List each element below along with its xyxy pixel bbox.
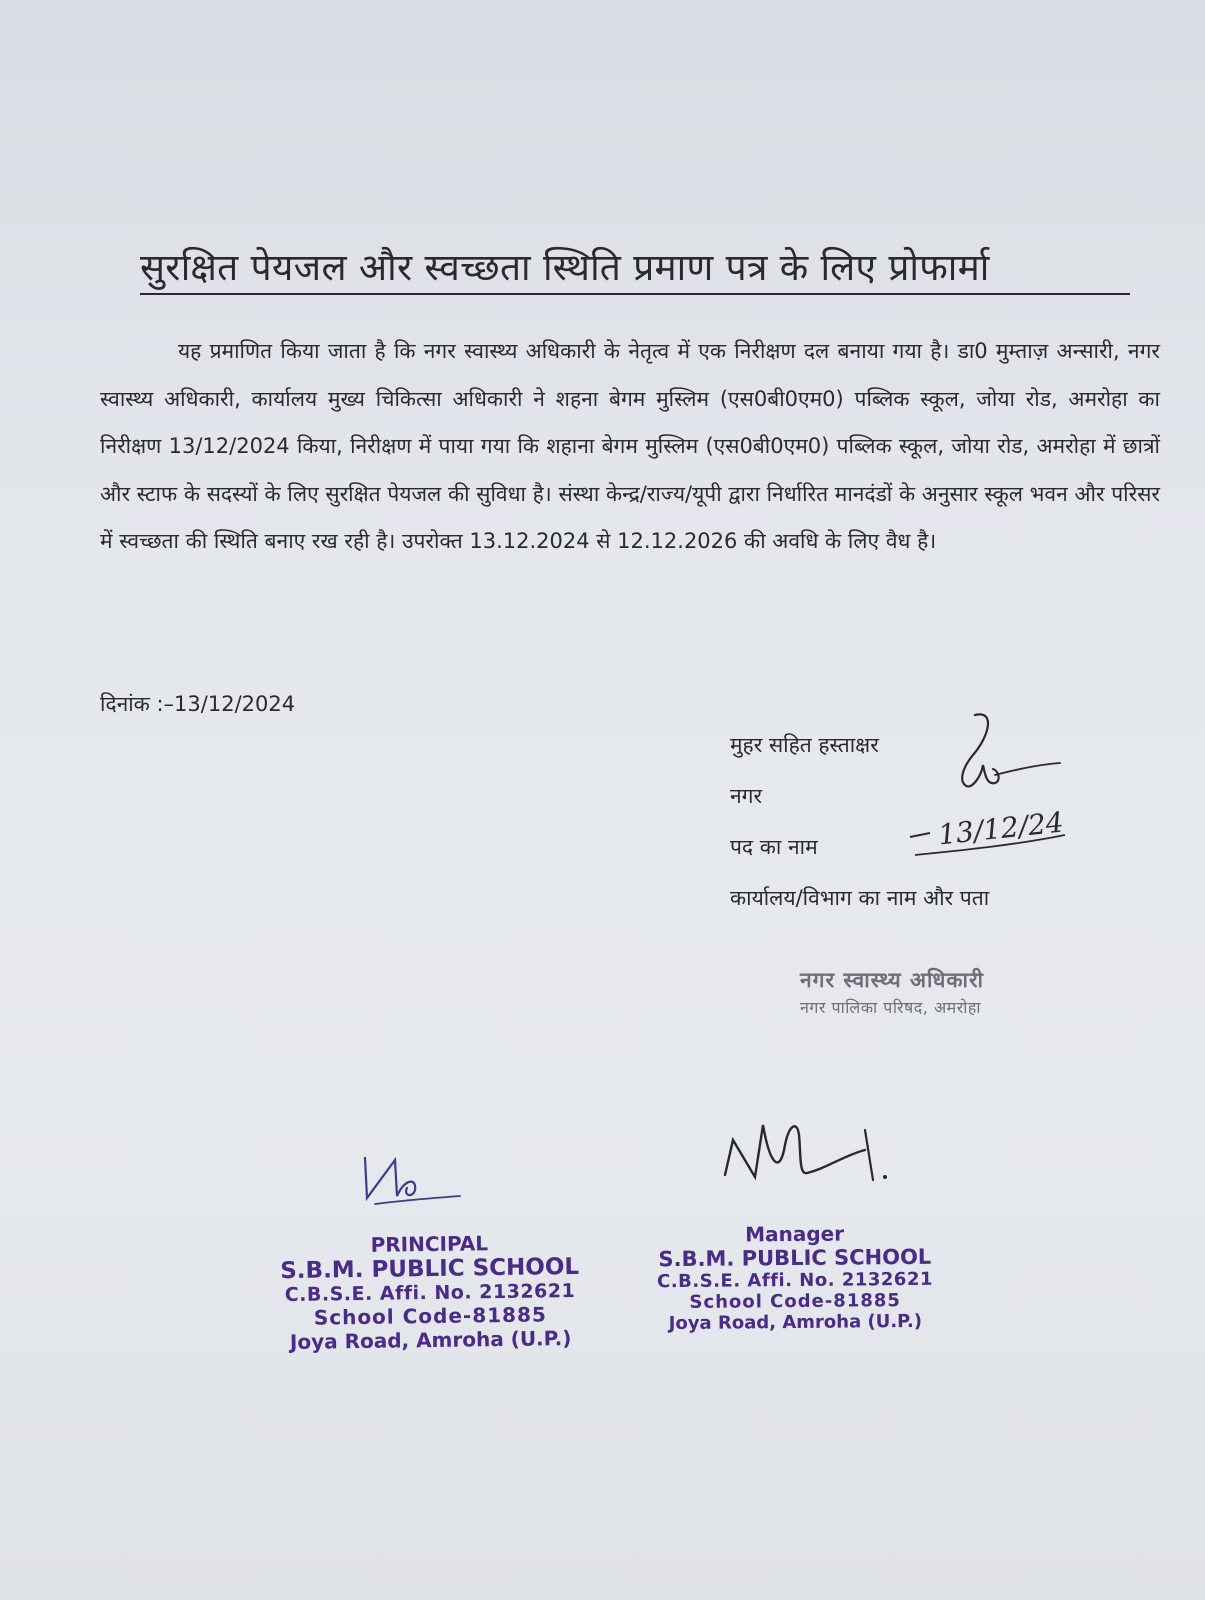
principal-role: PRINCIPAL bbox=[370, 1231, 489, 1257]
manager-address: Joya Road, Amroha (U.P.) bbox=[668, 1310, 923, 1335]
principal-address: Joya Road, Amroha (U.P.) bbox=[289, 1326, 572, 1354]
manager-signature bbox=[715, 1105, 895, 1200]
manager-seal bbox=[640, 1221, 951, 1335]
manager-affiliation: C.B.S.E. Affi. No. 2132621 bbox=[656, 1268, 934, 1293]
principal-school-name: S.B.M. PUBLIC SCHOOL bbox=[280, 1253, 580, 1285]
manager-role: Manager bbox=[745, 1221, 845, 1247]
document-title: सुरक्षित पेयजल और स्वच्छता स्थिति प्रमाण पत्र के लिए प्रोफार्मा bbox=[140, 240, 1130, 295]
manager-school-name: S.B.M. PUBLIC SCHOOL bbox=[658, 1244, 932, 1272]
issue-date: दिनांक :–13/12/2024 bbox=[100, 692, 296, 716]
stamp-line-designation: नगर स्वास्थ्य अधिकारी bbox=[800, 968, 985, 992]
office-label: कार्यालय/विभाग का नाम और पता bbox=[730, 886, 990, 910]
principal-school-code: School Code-81885 bbox=[313, 1302, 547, 1330]
health-officer-signature bbox=[935, 705, 1065, 805]
principal-seal bbox=[269, 1230, 591, 1354]
handwritten-date: 13/12/24 bbox=[936, 805, 1066, 852]
city-label: नगर bbox=[730, 784, 763, 808]
principal-signature bbox=[355, 1148, 465, 1218]
health-officer-stamp bbox=[800, 966, 984, 1018]
designation-label: पद का नाम bbox=[730, 835, 818, 859]
manager-school-code: School Code-81885 bbox=[689, 1290, 901, 1313]
stamp-line-office: नगर पालिका परिषद, अमरोहा bbox=[800, 998, 982, 1017]
certificate-paragraph bbox=[100, 328, 1160, 566]
principal-affiliation: C.B.S.E. Affi. No. 2132621 bbox=[284, 1279, 576, 1307]
sign-with-seal-label: मुहर सहित हस्ताक्षर bbox=[730, 733, 879, 757]
paragraph-text: यह प्रमाणित किया जाता है कि नगर स्वास्थ्य अधिकारी के नेतृत्व में एक निरीक्षण दल बनाया गया है। डा0 मुम्ताज़ अन्सारी, नगर स्वास्थ्य अधिकारी, कार्यालय मुख्य चिकित्सा अधिकारी ने शहना बेगम मुस्लिम (एस0बी0एम0) पब्लिक स्कूल, जोया रोड, अमरोहा का निरीक्षण 13/12/2024 किया, निरीक्षण में पाया गया कि शहाना बेगम मुस्लिम (एस0बी0एम0) पब्लिक स्कूल, जोया रोड, अमरोहा में छात्रों और स्टाफ के सदस्यों के लिए सुरक्षित पेयजल की सुविधा है। संस्था केन्द्र/राज्य/यूपी द्वारा निर्धारित मानदंडों के अनुसार स्कूल भवन और परिसर में स्वच्छता की स्थिति बनाए रख रही है। उपरोक्त 13.12.2024 से 12.12.2026 की अवधि के लिए वैध है। bbox=[100, 339, 1160, 553]
